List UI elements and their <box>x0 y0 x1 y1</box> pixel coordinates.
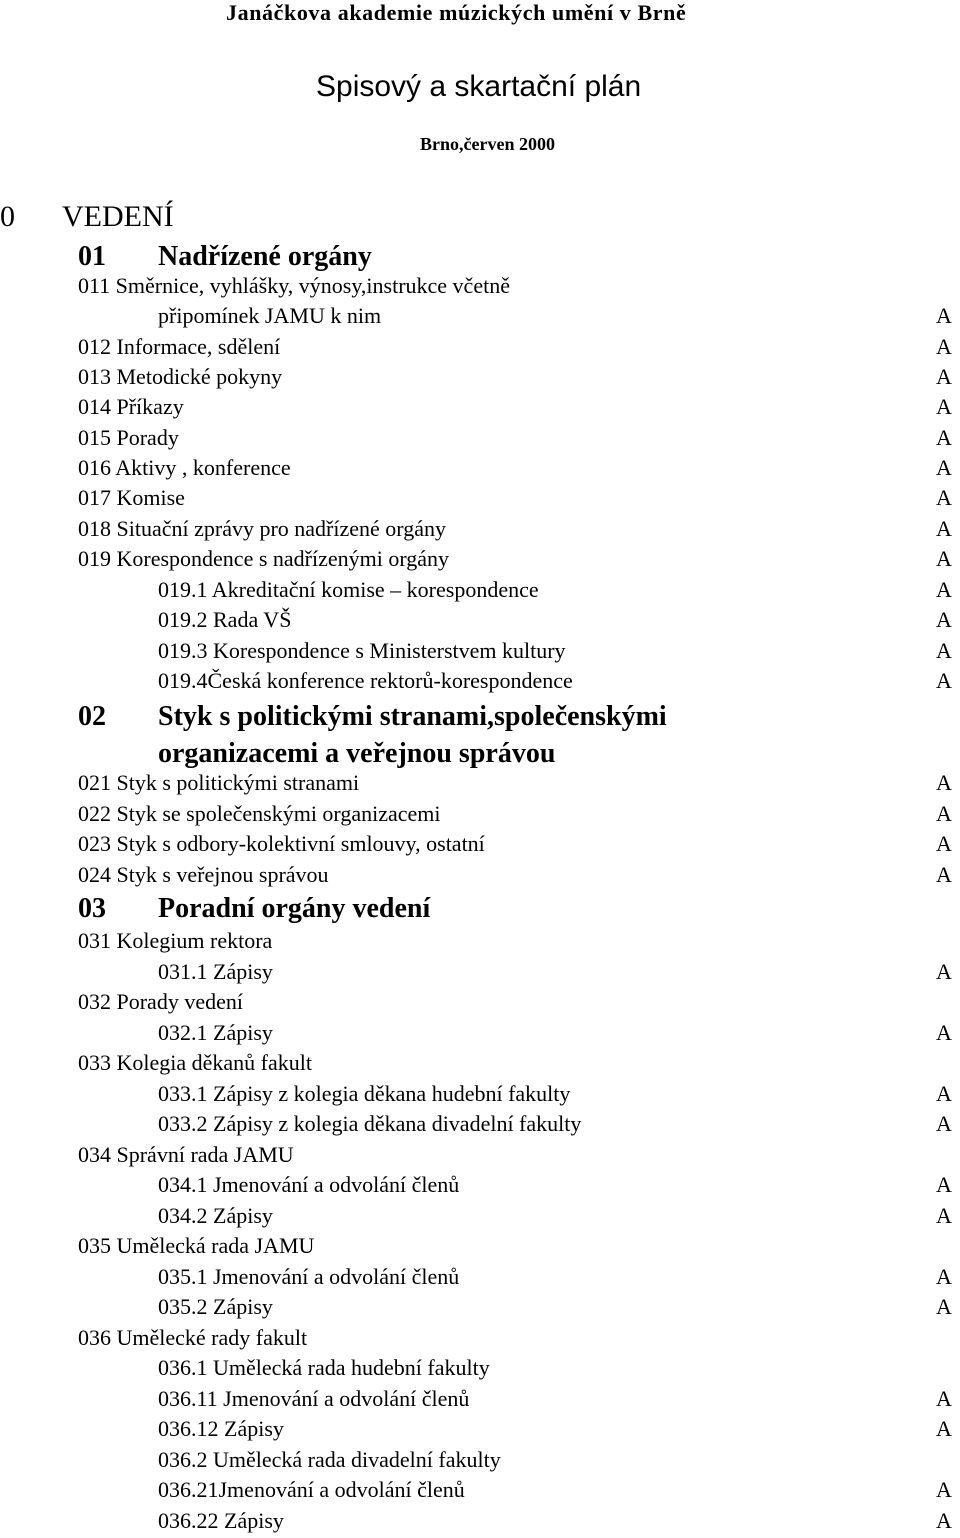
plan-entry-row <box>0 926 960 956</box>
plan-entry-row <box>0 362 960 392</box>
entry-text: 023 Styk s odbory-kolektivní smlouvy, ostatní <box>78 831 485 856</box>
group-label: Poradní orgány vedení <box>158 893 431 924</box>
place-date: Brno,červen 2000 <box>420 134 555 154</box>
entry-text: 034.1 Jmenování a odvolání členů <box>158 1172 460 1197</box>
retention-mark: A <box>936 546 952 571</box>
retention-mark: A <box>936 577 952 602</box>
retention-mark: A <box>936 364 952 389</box>
entry-text: 019 Korespondence s nadřízenými orgány <box>78 546 450 571</box>
document-title: Spisový a skartační plán <box>316 70 642 103</box>
entry-text: 013 Metodické pokyny <box>78 364 283 389</box>
entry-text: 036.22 Zápisy <box>158 1508 284 1533</box>
group-heading-row <box>0 698 960 736</box>
group-heading-row <box>0 890 960 928</box>
retention-mark: A <box>936 1203 952 1228</box>
plan-entry-row <box>0 1140 960 1170</box>
entry-text: 032.1 Zápisy <box>158 1020 273 1045</box>
plan-entry-row <box>0 544 960 574</box>
plan-entry-row <box>0 1323 960 1353</box>
retention-mark: A <box>936 1386 952 1411</box>
retention-mark: A <box>936 455 952 480</box>
plan-entry-row <box>0 483 960 513</box>
entry-text: 036.21Jmenování a odvolání členů <box>158 1477 465 1502</box>
entry-text: 036.11 Jmenování a odvolání členů <box>158 1386 470 1411</box>
entry-text: 014 Příkazy <box>78 394 184 419</box>
plan-entry-row <box>0 1201 960 1231</box>
entry-text: 016 Aktivy , konference <box>78 455 291 480</box>
entry-text: 033 Kolegia děkanů fakult <box>78 1050 312 1075</box>
entry-text: 035 Umělecká rada JAMU <box>78 1233 315 1258</box>
entry-text: 033.2 Zápisy z kolegia děkana divadelní fakulty <box>158 1111 582 1136</box>
plan-entry-row <box>0 829 960 859</box>
plan-entry-row <box>0 392 960 422</box>
plan-entry-row <box>0 1292 960 1322</box>
retention-mark: A <box>936 485 952 510</box>
plan-entry-row <box>0 1231 960 1261</box>
retention-mark: A <box>936 1020 952 1045</box>
entry-text: 012 Informace, sdělení <box>78 334 281 359</box>
retention-mark: A <box>936 770 952 795</box>
entry-text: 033.1 Zápisy z kolegia děkana hudební fakulty <box>158 1081 571 1106</box>
retention-mark: A <box>936 801 952 826</box>
entry-text: 035.2 Zápisy <box>158 1294 273 1319</box>
entry-text: 019.2 Rada VŠ <box>158 607 292 632</box>
retention-mark: A <box>936 1264 952 1289</box>
entry-text: 022 Styk se společenskými organizacemi <box>78 801 441 826</box>
group-code: 01 <box>78 241 106 272</box>
retention-mark: A <box>936 1508 952 1533</box>
entry-text: 036 Umělecké rady fakult <box>78 1325 308 1350</box>
plan-entry-row <box>0 1445 960 1475</box>
entry-text: připomínek JAMU k nim <box>158 303 382 328</box>
retention-mark: A <box>936 1172 952 1197</box>
entry-text: 034 Správní rada JAMU <box>78 1142 294 1167</box>
plan-entry-row <box>0 605 960 635</box>
retention-mark: A <box>936 303 952 328</box>
plan-entry-row <box>0 1109 960 1139</box>
plan-entry-row <box>0 636 960 666</box>
plan-entry-row <box>0 957 960 987</box>
retention-mark: A <box>936 1081 952 1106</box>
group-code: 03 <box>78 893 106 924</box>
plan-entry-row <box>0 423 960 453</box>
entry-text: 015 Porady <box>78 425 179 450</box>
entry-text: 031.1 Zápisy <box>158 959 273 984</box>
plan-entry-row <box>0 666 960 696</box>
plan-entry-row <box>0 332 960 362</box>
plan-entry-row <box>0 1353 960 1383</box>
entry-text: 036.12 Zápisy <box>158 1416 284 1441</box>
plan-entry-row <box>0 1506 960 1536</box>
plan-entry-row <box>0 1475 960 1505</box>
group-label: Nadřízené orgány <box>158 241 372 272</box>
plan-entry-row <box>0 514 960 544</box>
entry-text: 031 Kolegium rektora <box>78 928 273 953</box>
plan-entry-row <box>0 1048 960 1078</box>
institution-header: Janáčkova akademie múzických umění v Brně <box>226 0 687 25</box>
plan-entry-row <box>0 575 960 605</box>
section-label: VEDENÍ <box>62 200 174 233</box>
retention-mark: A <box>936 425 952 450</box>
retention-mark: A <box>936 959 952 984</box>
plan-entry-row <box>0 1170 960 1200</box>
plan-entry-row <box>0 860 960 890</box>
section-code: 0 <box>0 200 15 233</box>
plan-entry-row <box>0 1079 960 1109</box>
retention-mark: A <box>936 1111 952 1136</box>
plan-entry-row <box>0 768 960 798</box>
entry-text: 035.1 Jmenování a odvolání členů <box>158 1264 460 1289</box>
entry-text: 024 Styk s veřejnou správou <box>78 862 329 887</box>
plan-entry-row <box>0 1414 960 1444</box>
plan-entry-row <box>0 453 960 483</box>
group-code: 02 <box>78 701 106 732</box>
entry-text: 032 Porady vedení <box>78 989 243 1014</box>
retention-mark: A <box>936 668 952 693</box>
entry-text: 021 Styk s politickými stranami <box>78 770 360 795</box>
group-label: organizacemi a veřejnou správou <box>158 738 556 769</box>
group-label: Styk s politickými stranami,společenskými <box>158 701 667 732</box>
retention-mark: A <box>936 862 952 887</box>
retention-mark: A <box>936 394 952 419</box>
entry-text: 036.2 Umělecká rada divadelní fakulty <box>158 1447 501 1472</box>
retention-mark: A <box>936 1477 952 1502</box>
plan-entry-row <box>0 1018 960 1048</box>
plan-entry-row <box>0 987 960 1017</box>
retention-mark: A <box>936 1294 952 1319</box>
entry-text: 034.2 Zápisy <box>158 1203 273 1228</box>
retention-mark: A <box>936 607 952 632</box>
retention-mark: A <box>936 334 952 359</box>
entry-text: 019.1 Akreditační komise – korespondence <box>158 577 539 602</box>
entry-text: 019.4Česká konference rektorů-korespondence <box>158 668 573 693</box>
retention-mark: A <box>936 638 952 663</box>
plan-entry-row <box>0 301 960 331</box>
plan-entry-row <box>0 271 960 301</box>
entry-text: 017 Komise <box>78 485 185 510</box>
plan-entry-row <box>0 799 960 829</box>
entry-text: 019.3 Korespondence s Ministerstvem kultury <box>158 638 566 663</box>
plan-entry-row <box>0 1384 960 1414</box>
entry-text: 011 Směrnice, vyhlášky, výnosy,instrukce včetně <box>78 273 510 298</box>
retention-mark: A <box>936 1416 952 1441</box>
retention-mark: A <box>936 516 952 541</box>
entry-text: 036.1 Umělecká rada hudební fakulty <box>158 1355 490 1380</box>
retention-mark: A <box>936 831 952 856</box>
entry-text: 018 Situační zprávy pro nadřízené orgány <box>78 516 446 541</box>
plan-entry-row <box>0 1262 960 1292</box>
